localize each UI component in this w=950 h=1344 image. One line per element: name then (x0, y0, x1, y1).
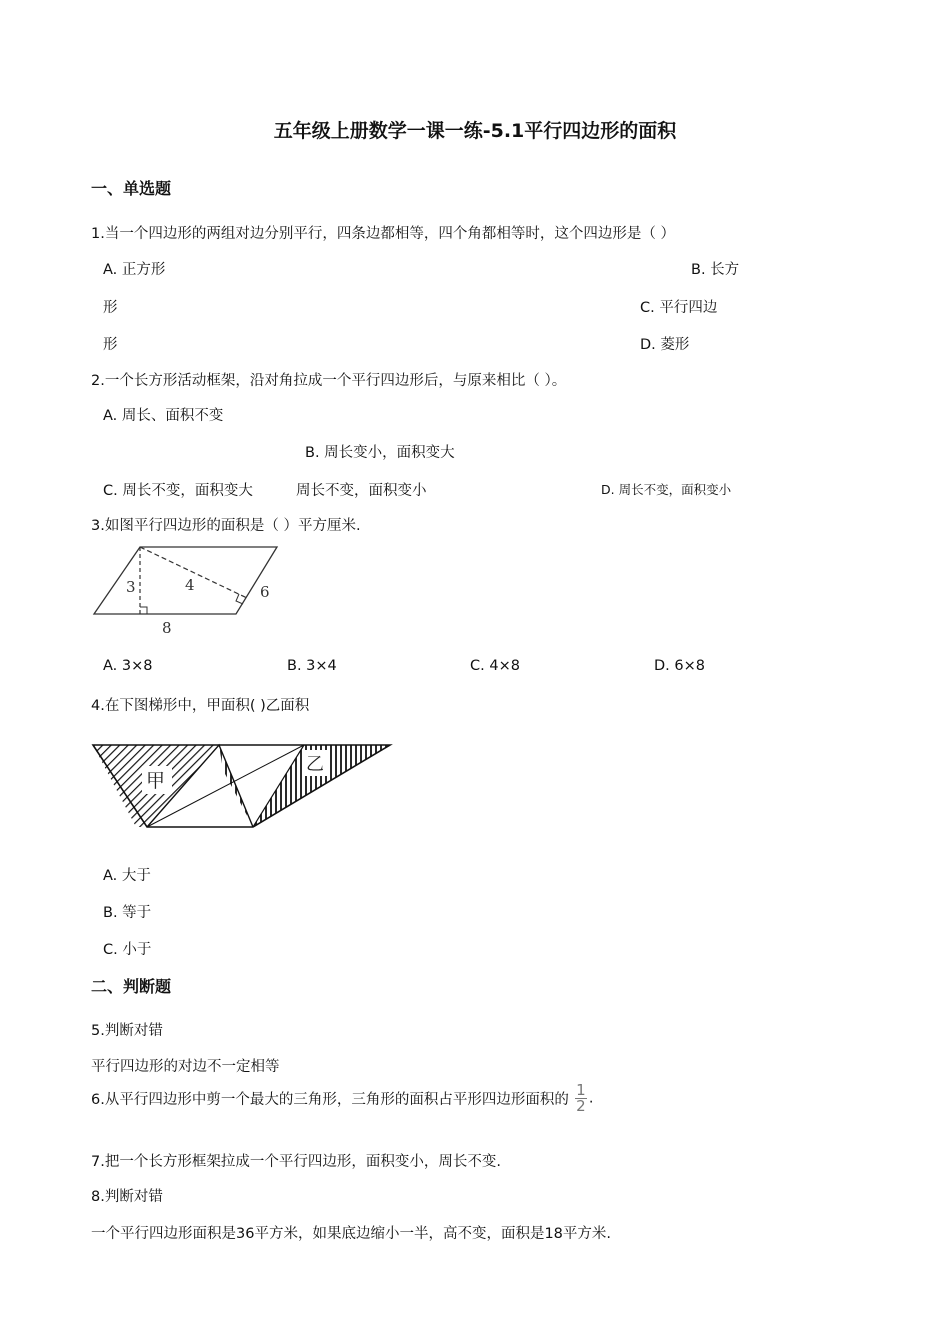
page-title: 五年级上册数学一课一练-5.1平行四边形的面积 (273, 120, 677, 142)
question-1-option-b[interactable]: B. 长方 (691, 262, 740, 278)
question-4-option-b[interactable]: B. 等于 (103, 905, 152, 921)
label-height-3: 3 (126, 578, 136, 596)
question-4-option-c[interactable]: C. 小于 (103, 942, 152, 958)
fraction-denominator: 2 (576, 1097, 586, 1115)
section-heading-single-choice: 一、单选题 (91, 179, 172, 198)
question-2-option-d[interactable]: D. 周长不变，面积变小 (601, 482, 732, 497)
question-1-option-b-wrap: 形 (103, 300, 118, 316)
question-1-text: 1.当一个四边形的两组对边分别平行，四条边都相等，四个角都相等时，这个四边形是（ ） (91, 226, 675, 242)
question-4-text: 4.在下图梯形中，甲面积( )乙面积 (91, 698, 310, 714)
question-6-line (91, 1081, 594, 1115)
question-2-option-b[interactable]: B. 周长变小，面积变大 (305, 445, 455, 461)
fraction-numerator: 1 (576, 1081, 586, 1099)
question-3-option-d[interactable]: D. 6×8 (654, 658, 705, 674)
label-yi: 乙 (306, 754, 324, 775)
question-1-option-c-wrap: 形 (103, 337, 118, 353)
fraction-one-half (575, 1081, 587, 1115)
question-3-option-a[interactable]: A. 3×8 (103, 658, 153, 674)
question-7-text: 7.把一个长方形框架拉成一个平行四边形，面积变小，周长不变. (91, 1154, 501, 1170)
question-4-option-a[interactable]: A. 大于 (103, 868, 151, 884)
label-jia: 甲 (146, 770, 166, 792)
question-3-option-b[interactable]: B. 3×4 (287, 658, 337, 674)
question-5-text: 5.判断对错 (91, 1023, 163, 1039)
question-1-option-d[interactable]: D. 菱形 (640, 337, 690, 353)
question-2-option-c[interactable]: C. 周长不变，面积变大 (103, 483, 253, 499)
question-5-statement: 平行四边形的对边不一定相等 (91, 1059, 280, 1075)
question-3-text: 3.如图平行四边形的面积是（ ）平方厘米. (91, 518, 361, 534)
section-heading-true-false: 二、判断题 (91, 977, 172, 996)
question-4-trapezoid-figure (90, 740, 395, 832)
question-8-statement: 一个平行四边形面积是36平方米，如果底边缩小一半，高不变，面积是18平方米. (91, 1226, 612, 1242)
question-2-text: 2.一个长方形活动框架，沿对角拉成一个平行四边形后，与原来相比（ ）。 (91, 373, 567, 389)
right-angle-mark-base (140, 607, 147, 614)
question-2-option-a[interactable]: A. 周长、面积不变 (103, 408, 224, 424)
question-6-text: 6.从平行四边形中剪一个最大的三角形，三角形的面积占平形四边形面积的 (91, 1092, 569, 1108)
label-height-4: 4 (185, 576, 195, 594)
question-3-parallelogram-figure (90, 540, 280, 640)
question-2-option-extra: 周长不变，面积变小 (296, 483, 427, 499)
label-side-6: 6 (260, 583, 270, 601)
label-base-8: 8 (162, 619, 172, 637)
question-1-option-a[interactable]: A. 正方形 (103, 262, 166, 278)
question-8-text: 8.判断对错 (91, 1189, 163, 1205)
question-3-option-c[interactable]: C. 4×8 (470, 658, 520, 674)
question-6-end: . (588, 1090, 594, 1107)
question-1-option-c[interactable]: C. 平行四边 (640, 300, 718, 316)
